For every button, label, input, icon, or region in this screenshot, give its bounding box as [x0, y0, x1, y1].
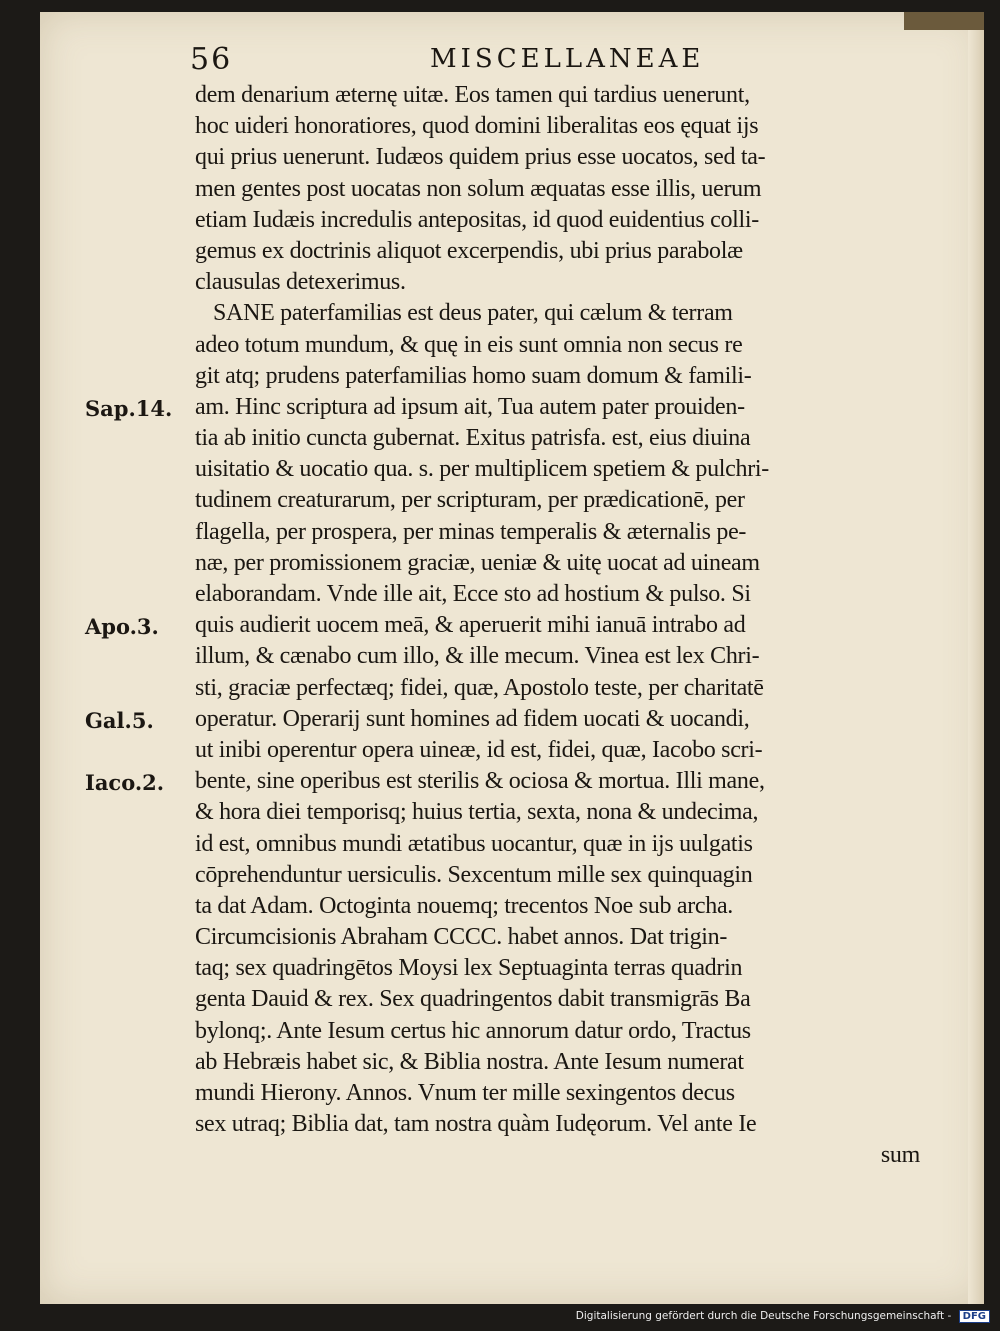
text-line: ab Hebræis habet sic, & Biblia nostra. Ante Iesum numerat	[195, 1048, 744, 1075]
text-line: ut inibi operentur opera uineæ, id est, fidei, quæ, Iacobo scri-	[195, 736, 763, 763]
running-title: MISCELLANEAE	[430, 44, 705, 74]
text-line: operatur. Operarij sunt homines ad fidem uocati & uocandi,	[195, 705, 750, 732]
text-line: flagella, per prospera, per minas temperalis & æternalis pe-	[195, 518, 747, 545]
digitization-footer	[576, 1310, 990, 1323]
text-line: sex utraq; Biblia dat, tam nostra quàm Iudęorum. Vel ante Ie	[195, 1111, 757, 1138]
text-line: & hora diei temporisq; huius tertia, sexta, nona & undecima,	[195, 799, 759, 826]
body-text	[195, 80, 920, 1172]
text-line: mundi Hierony. Annos. Vnum ter mille sexingentos decus	[195, 1080, 735, 1106]
text-line: Circumcisionis Abraham CCCC. habet annos. Dat trigin-	[195, 924, 728, 951]
text-line: elaborandam. Vnde ille ait, Ecce sto ad hostium & pulso. Si	[195, 581, 751, 607]
text-line: næ, per promissionem graciæ, ueniæ & uitę uocat ad uineam	[195, 549, 760, 576]
margin-note: Apo.3.	[85, 614, 159, 640]
margin-note: Gal.5.	[85, 708, 154, 733]
text-line: men gentes post uocatas non solum æquatas esse illis, uerum	[195, 175, 762, 202]
text-line: dem denarium æternę uitæ. Eos tamen qui tardius uenerunt,	[195, 82, 750, 108]
page-corner	[904, 12, 984, 30]
text-line: git atq; prudens paterfamilias homo suam domum & famili-	[195, 362, 752, 389]
text-line: adeo totum mundum, & quę in eis sunt omnia non secus re	[195, 331, 743, 358]
text-line: gemus ex doctrinis aliquot excerpendis, ubi prius parabolæ	[195, 237, 743, 264]
text-line: tia ab initio cuncta gubernat. Exitus patrisfa. est, eius diuina	[195, 425, 751, 452]
text-line: genta Dauid & rex. Sex quadringentos dabit transmigrās Ba	[195, 986, 751, 1013]
text-line: SANE paterfamilias est deus pater, qui cælum & terram	[213, 300, 733, 327]
page-number: 56	[190, 42, 233, 77]
text-line: uisitatio & uocatio qua. s. per multiplicem spetiem & pulchri-	[195, 456, 769, 483]
text-line: bylonq;. Ante Iesum certus hic annorum datur ordo, Tractus	[195, 1017, 751, 1044]
text-line: hoc uideri honoratiores, quod domini liberalitas eos ęquat ijs	[195, 113, 759, 140]
text-line: ta dat Adam. Octoginta nouemq; trecentos Noe sub archa.	[195, 892, 733, 919]
margin-note: Sap.14.	[85, 396, 173, 421]
dfg-logo: DFG	[959, 1310, 990, 1323]
text-line: sum	[880, 1142, 920, 1169]
page-edge	[968, 12, 984, 1304]
text-line: quis audierit uocem meā, & aperuerit mihi ianuā intrabo ad	[195, 612, 746, 639]
text-line: taq; sex quadringētos Moysi lex Septuaginta terras quadrin	[195, 955, 743, 982]
text-line: am. Hinc scriptura ad ipsum ait, Tua autem pater prouiden-	[195, 393, 745, 420]
text-line: illum, & cænabo cum illo, & ille mecum. Vinea est lex Chri-	[195, 643, 760, 670]
text-line: etiam Iudæis incredulis antepositas, id quod euidentius colli-	[195, 206, 759, 233]
margin-note: Iaco.2.	[85, 770, 165, 796]
text-line: qui prius uenerunt. Iudæos quidem prius esse uocatos, sed ta-	[195, 144, 766, 171]
text-line: sti, graciæ perfectæq; fidei, quæ, Apostolo teste, per charitatē	[195, 674, 764, 701]
text-line: tudinem creaturarum, per scripturam, per prædicationē, per	[195, 487, 745, 514]
text-line: id est, omnibus mundi ætatibus uocantur, quæ in ijs uulgatis	[195, 830, 753, 857]
text-line: cōprehenduntur uersiculis. Sexcentum mille sex quinquagin	[195, 861, 753, 888]
book-page	[40, 12, 984, 1304]
text-line: clausulas detexerimus.	[195, 269, 406, 296]
footer-text: Digitalisierung gefördert durch die Deutsche Forschungsgemeinschaft -	[575, 1310, 952, 1322]
text-line: bente, sine operibus est sterilis & ociosa & mortua. Illi mane,	[195, 768, 765, 795]
